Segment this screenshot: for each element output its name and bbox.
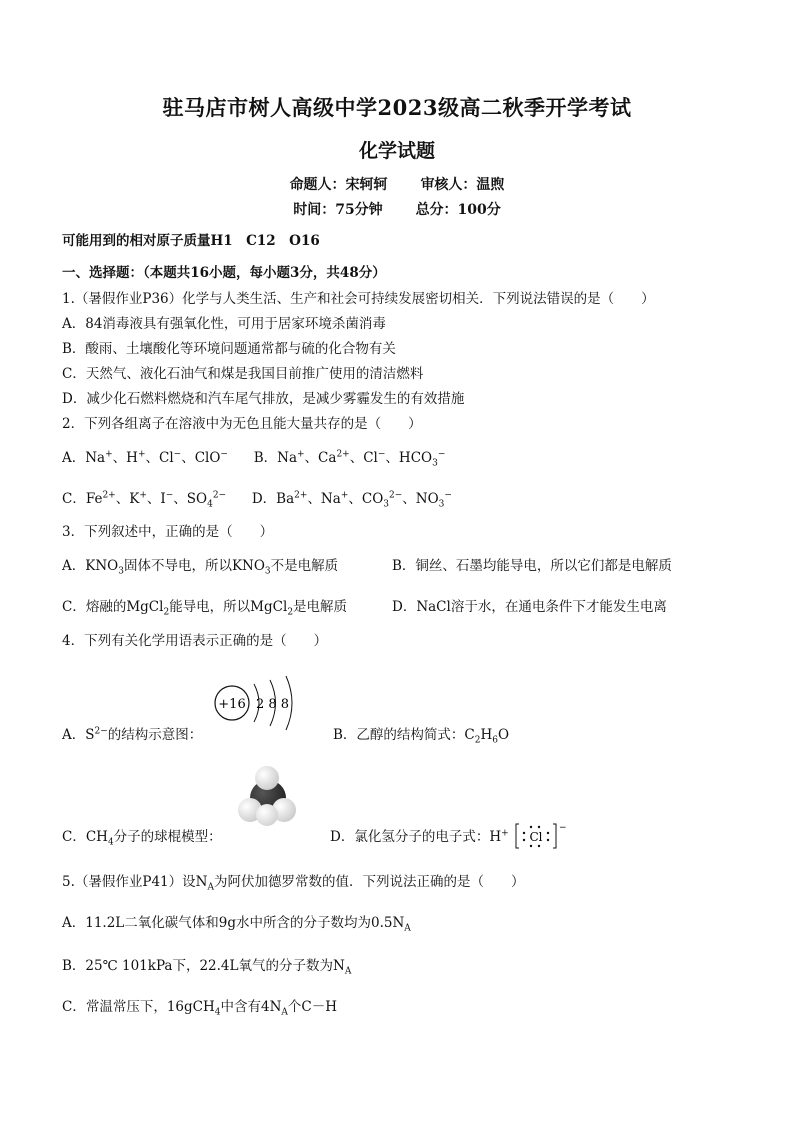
svg-text:Cl: Cl (529, 830, 543, 844)
reviewer-label: 审核人：温煦 (420, 177, 505, 193)
time-label: 时间：75分钟 (293, 202, 383, 218)
q1-option-d: D．减少化石燃料燃烧和汽车尾气排放，是减少雾霾发生的有效措施 (62, 391, 465, 407)
score-label: 总分：100分 (415, 202, 501, 218)
q3-option-d: D．NaCl溶于水，在通电条件下才能发生电离 (392, 599, 667, 615)
q3-option-b: B．铜丝、石墨均能导电，所以它们都是电解质 (392, 558, 672, 574)
q5-option-a: A．11.2L二氧化碳气体和9g水中所含的分子数均为$0.5N_A$ (62, 915, 411, 934)
author-row (0, 174, 794, 194)
q4-stem: 4．下列有关化学用语表示正确的是（ ） (62, 633, 328, 649)
q5-option-b: B．25℃ 101kPa下，22.4L氧气的分子数为$N_A$ (62, 958, 352, 977)
q2-options-ab: A．Na+、H+、Cl−、ClO− B．Na+、$Ca^{2+}$、Cl−、$HCO_3^-$ (62, 449, 446, 469)
sulfide-ion-structure-diagram (208, 670, 320, 736)
svg-text:−: − (559, 823, 567, 833)
exam-title: 驻马店市树人高级中学2023级高二秋季开学考试 (162, 95, 632, 120)
q4-option-b: B．乙醇的结构简式：$C_2H_6O$ (333, 727, 510, 746)
time-row (0, 199, 794, 219)
section-heading: 一、选择题：（本题共16小题，每小题3分，共48分） (62, 265, 386, 281)
q1-option-b: B．酸雨、土壤酸化等环境问题通常都与硫的化合物有关 (62, 341, 396, 357)
q5-option-c: C．常温常压下，16gCH$_4$中含有$4N_A$个C－H (62, 999, 338, 1018)
exam-subtitle: 化学试题 (358, 140, 435, 162)
shell-electrons-label: 2 8 8 (256, 697, 290, 712)
q4-option-c: C．$CH_4$分子的球棍模型： (62, 829, 222, 848)
q1-option-c: C．天然气、液化石油气和煤是我国目前推广使用的清洁燃料 (62, 366, 424, 382)
q1-option-a: A．84消毒液具有强氧化性，可用于居家环境杀菌消毒 (62, 316, 386, 332)
q2-options-cd: C．$Fe^{2+}$、K+、I−、$SO_4^{2-}$ D．$Ba^{2+}$、Na+、$CO_3^{2-}$、$NO_3^-$ (62, 490, 452, 510)
nucleus-label: +16 (218, 697, 246, 712)
q2-stem: 2．下列各组离子在溶液中为无色且能大量共存的是（ ） (62, 416, 422, 432)
q1-stem: 1.（暑假作业P36）化学与人类生活、生产和社会可持续发展密切相关．下列说法错误的是（ ） (62, 291, 655, 307)
q3-stem: 3．下列叙述中，正确的是（ ） (62, 524, 274, 540)
q3-option-a: A．$KNO_3$固体不导电，所以$KNO_3$不是电解质 (62, 558, 339, 577)
author-label: 命题人：宋轲轲 (289, 177, 388, 193)
q4-option-d: D．氯化氢分子的电子式：H+ (330, 828, 509, 845)
methane-ball-model (236, 766, 300, 830)
atomic-mass-note: 可能用到的相对原子质量H1 C12 O16 (62, 233, 320, 249)
q3-option-c: C．熔融的MgCl$_2$能导电，所以MgCl$_2$是电解质 (62, 599, 348, 618)
chloride-electron-dot-formula (515, 821, 567, 851)
q5-stem: 5.（暑假作业P41）设$N_A$为阿伏加德罗常数的值．下列说法正确的是（ ） (62, 874, 525, 893)
q4-option-a: A．$S^{2-}$的结构示意图： (62, 726, 203, 743)
